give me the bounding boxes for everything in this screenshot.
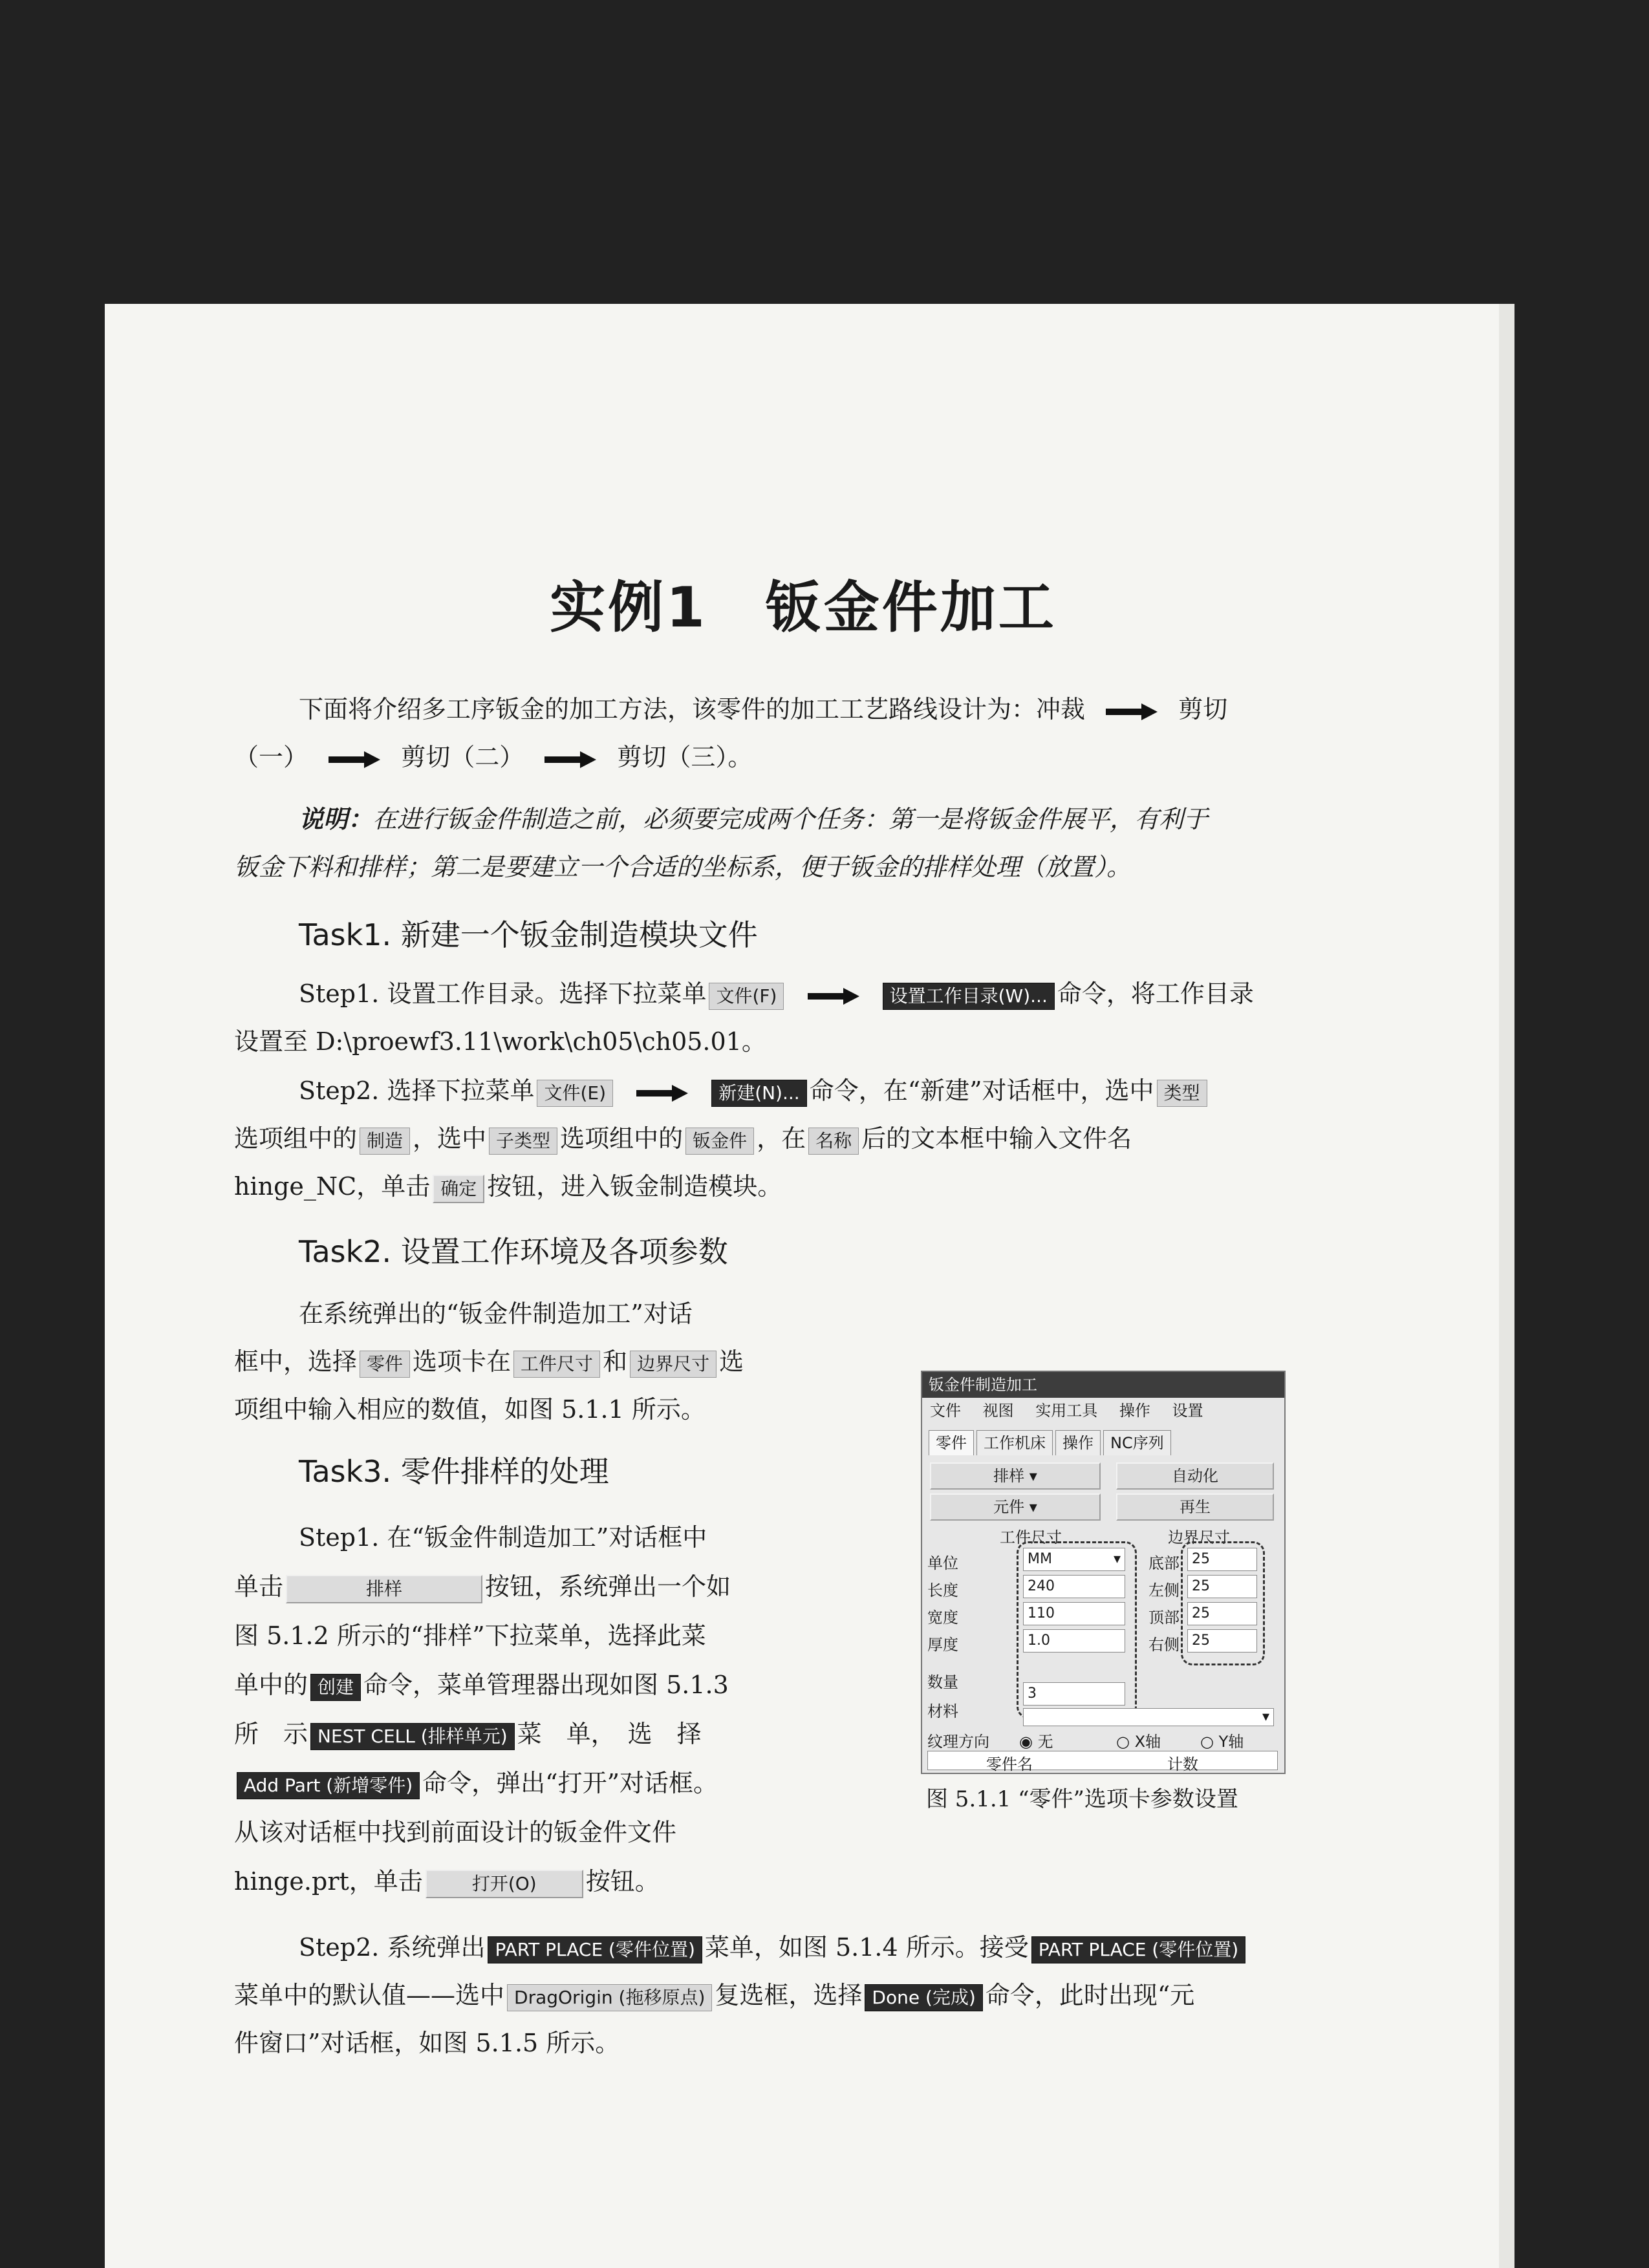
component-label: 元件 bbox=[993, 1498, 1025, 1516]
border-size-chip: 边界尺寸 bbox=[630, 1351, 717, 1378]
text: 在系统弹出的“钣金件制造加工”对话 bbox=[299, 1300, 693, 1328]
menu-file[interactable]: 文件 bbox=[930, 1402, 961, 1420]
grain-y-radio[interactable] bbox=[1200, 1729, 1244, 1751]
top-input[interactable]: 25 bbox=[1187, 1602, 1257, 1625]
menu-settings[interactable]: 设置 bbox=[1172, 1402, 1203, 1420]
text: 命令，此时出现“元 bbox=[985, 1981, 1195, 2009]
note-paragraph bbox=[234, 795, 1208, 891]
text: 菜单，如图 5.1.4 所示。接受 bbox=[704, 1933, 1029, 1962]
arrow-icon bbox=[544, 750, 596, 769]
qty-input[interactable]: 3 bbox=[1023, 1682, 1125, 1706]
menu-new-chip: 新建(N)... bbox=[711, 1080, 807, 1107]
tab-workcell[interactable]: 工作机床 bbox=[976, 1430, 1053, 1455]
grain-x-label: X轴 bbox=[1134, 1733, 1161, 1751]
unit-label: 单位 bbox=[927, 1554, 958, 1572]
open-button-chip: 打开(O) bbox=[426, 1870, 583, 1898]
grain-none-radio[interactable] bbox=[1019, 1729, 1053, 1751]
intro-line1: 下面将介绍多工序钣金的加工方法，该零件的加工工艺路线设计为：冲裁 bbox=[299, 695, 1086, 723]
task2-paragraph bbox=[234, 1290, 907, 1433]
width-input[interactable]: 110 bbox=[1023, 1602, 1125, 1625]
material-select[interactable] bbox=[1023, 1708, 1274, 1726]
auto-button[interactable]: 自动化 bbox=[1116, 1462, 1274, 1490]
text: 后的文本框中输入文件名 bbox=[861, 1124, 1132, 1153]
workpiece-size-label: 工件尺寸 bbox=[1000, 1528, 1062, 1546]
parts-table bbox=[927, 1751, 1278, 1773]
part-place-chip: PART PLACE (零件位置) bbox=[488, 1936, 702, 1963]
text: ，在 bbox=[757, 1124, 806, 1153]
text: 和 bbox=[603, 1347, 628, 1376]
opt-sheet-chip: 钣金件 bbox=[685, 1128, 754, 1155]
document-page bbox=[105, 304, 1514, 2268]
arrow-icon bbox=[1106, 702, 1158, 722]
dialog-title: 钣金件制造加工 bbox=[922, 1372, 1284, 1398]
radio-icon: ○ bbox=[1200, 1733, 1214, 1751]
right-label: 右侧 bbox=[1148, 1636, 1180, 1654]
chevron-down-icon: ▾ bbox=[1113, 1551, 1121, 1567]
page-title: 实例1 钣金件加工 bbox=[550, 575, 1057, 640]
task3-step2 bbox=[234, 1923, 1248, 2067]
text: 复选框，选择 bbox=[715, 1981, 863, 2009]
intro-step4: 剪切（三）。 bbox=[617, 743, 753, 771]
text: 选项组中的 bbox=[560, 1124, 684, 1153]
text: 按钮，系统弹出一个如 bbox=[485, 1572, 731, 1601]
text: hinge.prt，单击 bbox=[234, 1867, 423, 1896]
intro-step1: 剪切 bbox=[1178, 695, 1228, 723]
arrow-icon bbox=[808, 987, 859, 1006]
create-chip: 创建 bbox=[310, 1674, 361, 1701]
sheetmetal-dialog bbox=[921, 1371, 1286, 1774]
top-label: 顶部 bbox=[1148, 1609, 1180, 1627]
qty-label: 数量 bbox=[927, 1673, 958, 1691]
text: 件窗口”对话框，如图 5.1.5 所示。 bbox=[234, 2029, 620, 2057]
text: 选项卡在 bbox=[413, 1347, 512, 1376]
border-size-label: 边界尺寸 bbox=[1168, 1528, 1230, 1546]
unit-select[interactable] bbox=[1023, 1548, 1125, 1571]
tab-operation[interactable]: 操作 bbox=[1055, 1430, 1101, 1455]
grain-none-label: 无 bbox=[1037, 1733, 1053, 1751]
col-part-name: 零件名 bbox=[986, 1755, 1033, 1773]
nest-label: 排样 bbox=[993, 1467, 1025, 1485]
text: 单击 bbox=[234, 1572, 284, 1601]
col-count: 计数 bbox=[1167, 1755, 1198, 1773]
note-label: 说明： bbox=[299, 804, 373, 833]
radio-icon: ○ bbox=[1116, 1733, 1130, 1751]
done-chip: Done (完成) bbox=[865, 1984, 982, 2011]
bottom-input[interactable]: 25 bbox=[1187, 1548, 1257, 1571]
arrow-icon bbox=[329, 750, 380, 769]
menu-view[interactable]: 视图 bbox=[982, 1402, 1014, 1420]
radio-checked-icon: ◉ bbox=[1019, 1733, 1033, 1751]
text: 命令，将工作目录 bbox=[1057, 979, 1254, 1008]
unit-value: MM bbox=[1028, 1551, 1052, 1567]
name-label-chip: 名称 bbox=[808, 1128, 859, 1155]
drag-origin-chip: DragOrigin (拖移原点) bbox=[507, 1984, 712, 2011]
length-label: 长度 bbox=[927, 1581, 958, 1599]
tab-part-chip: 零件 bbox=[360, 1351, 410, 1378]
text: 命令，弹出“打开”对话框。 bbox=[422, 1769, 718, 1797]
task3-step1 bbox=[234, 1513, 907, 1906]
text: 按钮。 bbox=[585, 1867, 660, 1896]
text: hinge_NC，单击 bbox=[234, 1172, 431, 1201]
menu-setdir-chip: 设置工作目录(W)... bbox=[883, 983, 1055, 1010]
nest-button-chip: 排样 bbox=[286, 1575, 482, 1603]
nest-button[interactable]: 排样 ▾ bbox=[930, 1462, 1101, 1490]
workpiece-size-chip: 工件尺寸 bbox=[513, 1351, 600, 1378]
part-place-chip-2: PART PLACE (零件位置) bbox=[1031, 1936, 1245, 1963]
text: 框中，选择 bbox=[234, 1347, 358, 1376]
text: 设置至 D:\proewf3.11\work\ch05\ch05.01。 bbox=[234, 1027, 766, 1056]
right-input[interactable]: 25 bbox=[1187, 1629, 1257, 1653]
text: 项组中输入相应的数值，如图 5.1.1 所示。 bbox=[234, 1395, 706, 1424]
menu-operation[interactable]: 操作 bbox=[1119, 1402, 1150, 1420]
task1-step1 bbox=[234, 970, 1254, 1065]
grain-label: 纹理方向 bbox=[927, 1733, 989, 1751]
text: 按钮，进入钣金制造模块。 bbox=[487, 1172, 782, 1201]
component-button[interactable]: 元件 ▾ bbox=[930, 1493, 1101, 1521]
arrow-icon bbox=[636, 1084, 688, 1103]
text: Step2. 系统弹出 bbox=[299, 1933, 486, 1962]
subtype-label-chip: 子类型 bbox=[489, 1128, 557, 1155]
task1-heading: Task1. 新建一个钣金制造模块文件 bbox=[299, 917, 758, 952]
dialog-tabs bbox=[929, 1430, 1174, 1456]
text: Step1. 设置工作目录。选择下拉菜单 bbox=[299, 979, 707, 1008]
task1-step2 bbox=[234, 1067, 1210, 1210]
type-label-chip: 类型 bbox=[1157, 1080, 1207, 1107]
text: 命令，菜单管理器出现如图 5.1.3 bbox=[363, 1671, 729, 1699]
text: 菜单中的默认值——选中 bbox=[234, 1981, 505, 2009]
nest-cell-chip: NEST CELL (排样单元) bbox=[310, 1723, 515, 1750]
dialog-menubar bbox=[922, 1398, 1284, 1424]
text: ，选中 bbox=[413, 1124, 487, 1153]
length-input[interactable]: 240 bbox=[1023, 1575, 1125, 1598]
thickness-label: 厚度 bbox=[927, 1636, 958, 1654]
text: 所 示 bbox=[234, 1720, 308, 1748]
grain-y-label: Y轴 bbox=[1218, 1733, 1244, 1751]
text: 选项组中的 bbox=[234, 1124, 358, 1153]
left-input[interactable]: 25 bbox=[1187, 1575, 1257, 1598]
text: 图 5.1.2 所示的“排样”下拉菜单，选择此菜 bbox=[234, 1621, 706, 1650]
thickness-input[interactable]: 1.0 bbox=[1023, 1629, 1125, 1653]
menu-file-chip: 文件(E) bbox=[537, 1080, 613, 1107]
menu-utilities[interactable]: 实用工具 bbox=[1035, 1402, 1098, 1420]
text: 从该对话框中找到前面设计的钣金件文件 bbox=[234, 1818, 677, 1846]
text: 选 bbox=[719, 1347, 744, 1376]
add-part-chip: Add Part (新增零件) bbox=[237, 1772, 420, 1799]
note-text2: 钣金下料和排样；第二是要建立一个合适的坐标系，便于钣金的排样处理（放置）。 bbox=[234, 853, 1132, 881]
opt-mfg-chip: 制造 bbox=[360, 1128, 410, 1155]
ok-button-chip: 确定 bbox=[433, 1175, 484, 1203]
chevron-down-icon: ▾ bbox=[1262, 1709, 1269, 1725]
regen-button[interactable]: 再生 bbox=[1116, 1493, 1274, 1521]
figure-caption: 图 5.1.1 “零件”选项卡参数设置 bbox=[926, 1786, 1238, 1812]
text: 单中的 bbox=[234, 1671, 308, 1699]
intro-step3: 剪切（二） bbox=[401, 743, 524, 771]
intro-paragraph bbox=[234, 685, 1227, 781]
bottom-label: 底部 bbox=[1148, 1554, 1180, 1572]
note-text1: 在进行钣金件制造之前，必须要完成两个任务：第一是将钣金件展平，有利于 bbox=[372, 805, 1209, 833]
tab-nc-sequence[interactable]: NC序列 bbox=[1103, 1430, 1171, 1455]
text: Step2. 选择下拉菜单 bbox=[299, 1076, 535, 1105]
tab-part[interactable]: 零件 bbox=[929, 1430, 974, 1455]
menu-file-chip: 文件(F) bbox=[709, 983, 784, 1010]
text: 命令，在“新建”对话框中，选中 bbox=[809, 1076, 1154, 1105]
task3-heading: Task3. 零件排样的处理 bbox=[299, 1454, 609, 1489]
text: 菜 单， 选 择 bbox=[517, 1720, 702, 1748]
width-label: 宽度 bbox=[927, 1609, 958, 1627]
material-label: 材料 bbox=[927, 1702, 958, 1720]
grain-x-radio[interactable] bbox=[1116, 1729, 1161, 1751]
task2-heading: Task2. 设置工作环境及各项参数 bbox=[299, 1234, 728, 1269]
intro-step2: （一） bbox=[234, 743, 308, 771]
text: Step1. 在“钣金件制造加工”对话框中 bbox=[299, 1523, 707, 1552]
left-label: 左侧 bbox=[1148, 1581, 1180, 1599]
